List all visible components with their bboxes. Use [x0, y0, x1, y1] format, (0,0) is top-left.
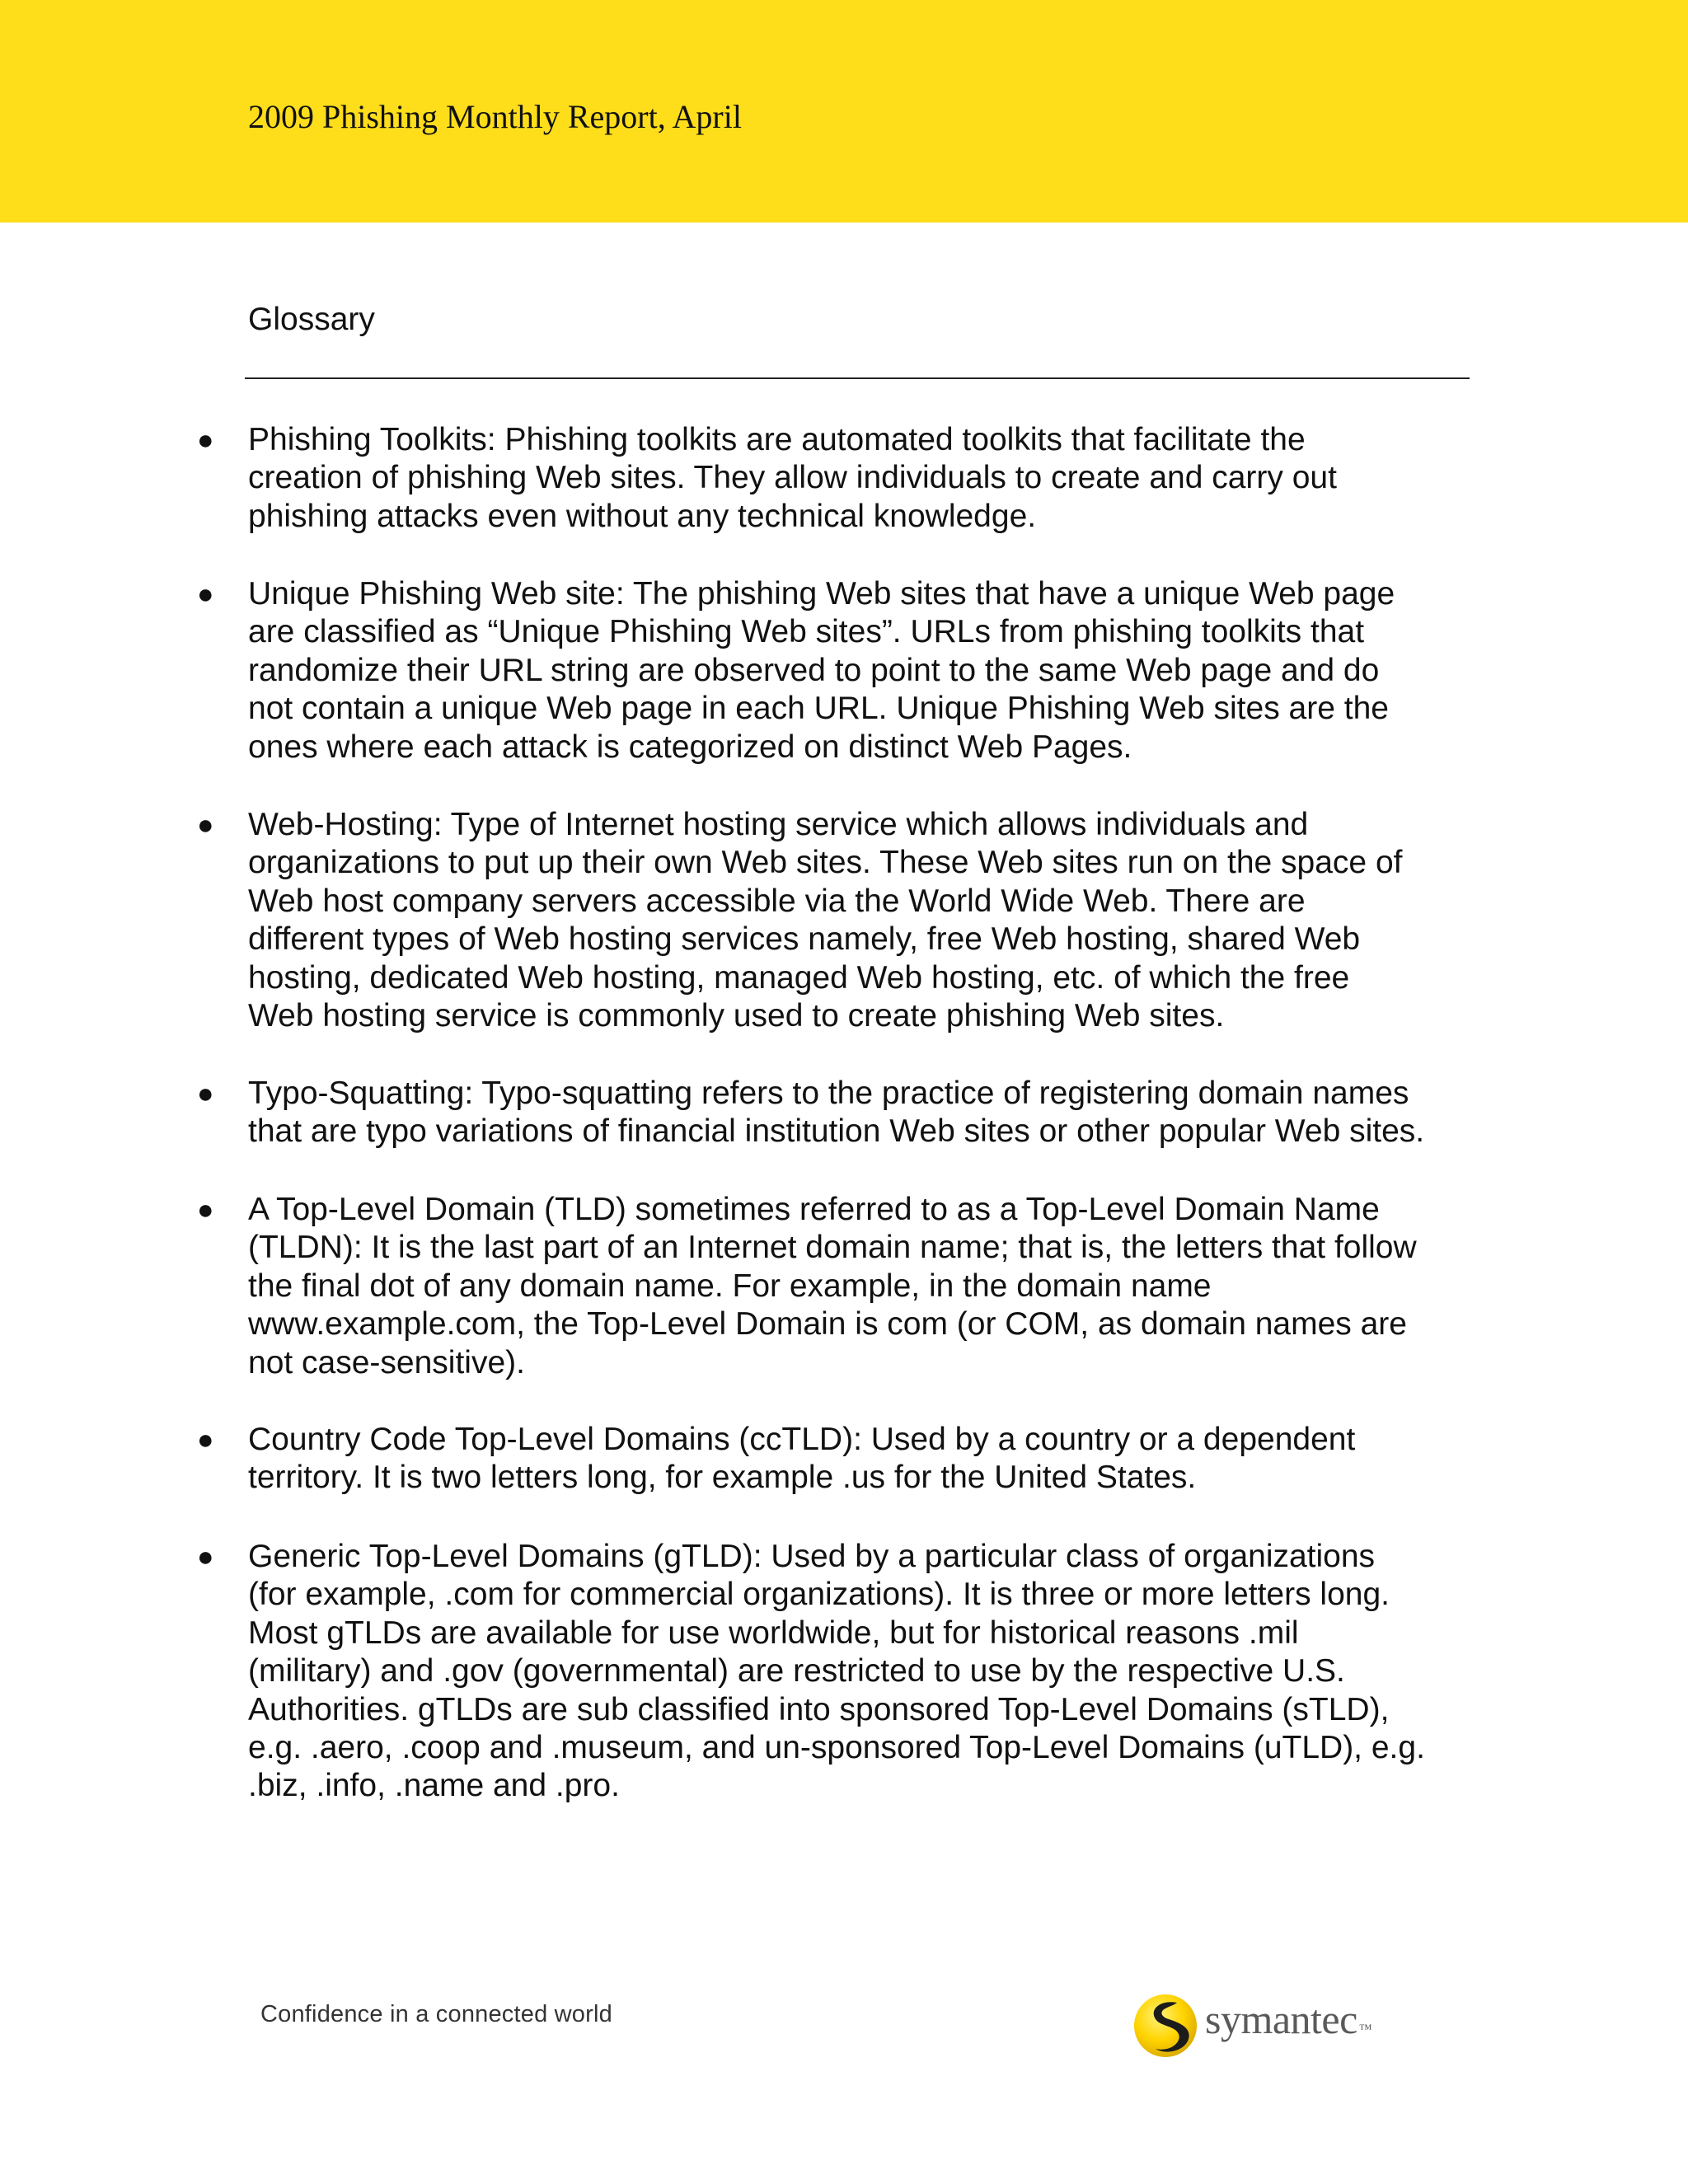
bullet-icon: ● [197, 1194, 214, 1226]
bullet-icon: ● [197, 424, 214, 456]
bullet-icon: ● [197, 1424, 214, 1455]
glossary-item-top-level-domain [197, 1191, 1484, 1382]
section-heading: Glossary [248, 302, 375, 337]
bullet-icon: ● [197, 1078, 214, 1109]
symantec-logo [1131, 1986, 1378, 2060]
glossary-item-web-hosting [197, 806, 1484, 1035]
report-title: 2009 Phishing Monthly Report, April [248, 98, 742, 135]
glossary-item-text: Country Code Top-Level Domains (ccTLD): Used by a country or a dependent territory. It is two letters long, for example .us for the United States. [248, 1422, 1356, 1496]
bullet-icon: ● [197, 809, 214, 841]
glossary-item-typo-squatting [197, 1075, 1484, 1151]
glossary-item-unique-phishing-web-site [197, 575, 1484, 766]
symantec-logo-text: symantec ™ [1205, 1996, 1372, 2042]
glossary-item-phishing-toolkits [197, 421, 1484, 536]
glossary-item-text: Unique Phishing Web site: The phishing Web sites that have a unique Web page are classified as “Unique Phishing Web sites”. URLs from phishing toolkits that randomize their URL string are observed to point to the same Web page and do not contain a unique Web page in each URL. Unique Phishing Web sites are the ones where each attack is categorized on distinct Web Pages. [248, 576, 1395, 765]
glossary-item-text: A Top-Level Domain (TLD) sometimes referred to as a Top-Level Domain Name (TLDN): It is the last part of an Internet domain name; that is, the letters that follow the final dot of any domain name. For example, in the domain name www.example.com, the Top-Level Domain is com (or COM, as domain names are not case-sensitive). [248, 1192, 1417, 1380]
bullet-icon: ● [197, 1541, 214, 1572]
symantec-logo-icon [1131, 1991, 1200, 2060]
glossary-item-country-code-tld [197, 1421, 1484, 1497]
glossary-item-text: Typo-Squatting: Typo-squatting refers to the practice of registering domain names that are typo variations of financial institution Web sites or other popular Web sites. [248, 1076, 1425, 1150]
glossary-item-generic-tld [197, 1538, 1484, 1806]
glossary-item-text: Phishing Toolkits: Phishing toolkits are automated toolkits that facilitate the creation of phishing Web sites. They allow individuals to create and carry out phishing attacks even without any technical knowledge. [248, 422, 1337, 534]
glossary-item-text: Generic Top-Level Domains (gTLD): Used by a particular class of organizations (for example, .com for commercial organizations). It is three or more letters long. Most gTLDs are available for use worldwide, but for historical reasons .mil (military) and .gov (governmental) are restricted to use by the respective U.S. Authorities. gTLDs are sub classified into sponsored Top-Level Domains (sTLD), e.g. .aero, .coop and .museum, and un-sponsored Top-Level Domains (uTLD), e.g. .biz, .info, .name and .pro. [248, 1539, 1425, 1804]
bullet-icon: ● [197, 579, 214, 610]
footer-tagline: Confidence in a connected world [260, 2001, 612, 2027]
glossary-item-text: Web-Hosting: Type of Internet hosting service which allows individuals and organizations to put up their own Web sites. These Web sites run on the space of Web host company servers accessible via the World Wide Web. There are different types of Web hosting services namely, free Web hosting, shared Web hosting, dedicated Web hosting, managed Web hosting, etc. of which the free Web hosting service is commonly used to create phishing Web sites. [248, 807, 1403, 1033]
